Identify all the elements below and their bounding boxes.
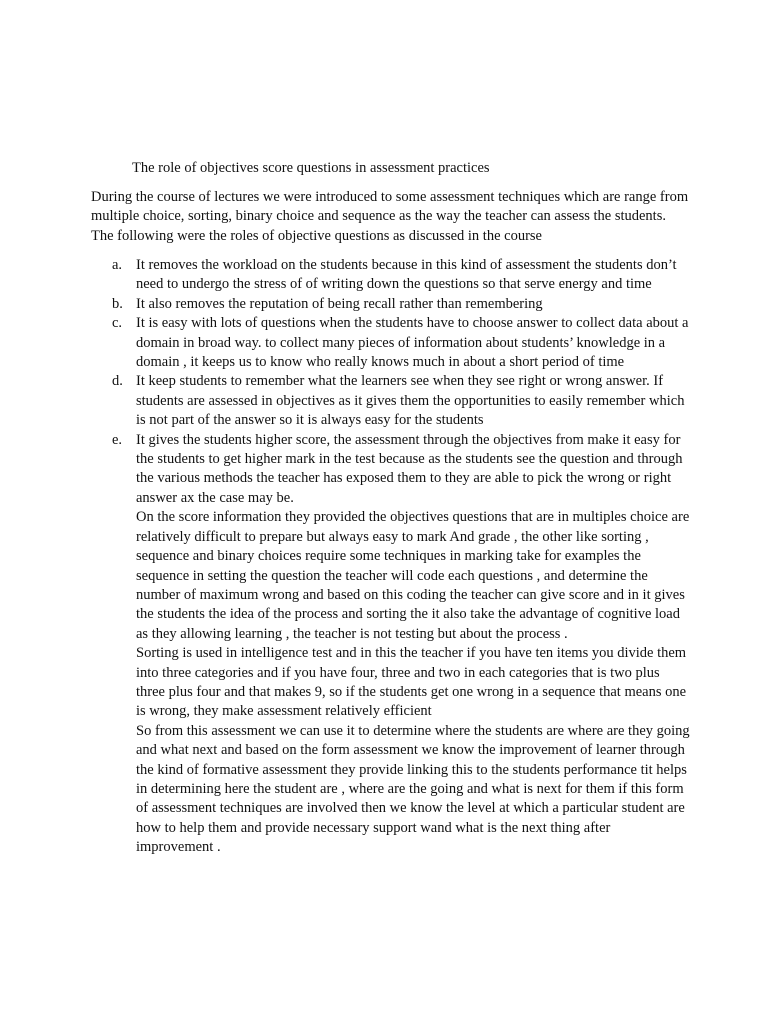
list-marker: a.	[112, 257, 123, 273]
list-item-text: It keep students to remember what the learners see when they see right or wrong answer. If students are assessed in objectives as it gives them the opportunities to easily remember which is not part of the answer so it is always easy for the students	[136, 373, 685, 429]
list-marker: e.	[112, 431, 123, 448]
list-item-text: It gives the students higher score, the assessment through the objectives from make it easy for the students to get higher mark in the test because as the students see the question and through the various methods the teacher has exposed them to they are able to pick the wrong or right answer ax the case may be.	[136, 431, 683, 506]
document-title: The role of objectives score questions in assessment practices	[132, 160, 490, 176]
continuation-paragraph-score-information: On the score information they provided the objectives questions that are in multiples choice are relatively difficult to prepare but always easy to mark And grade , the other like sorting , sequence and binary choices require some techniques in marking take for examples the sequence in setting the question the teacher will code each questions , and determine the number of maximum wrong and based on this coding the teacher can give score and in it gives the students the idea of the process and sorting the it also take the advantage of cognitive load as they allowing learning , the teacher is not testing but about the process .	[136, 509, 690, 642]
list-item	[91, 256, 691, 295]
list-marker: b.	[112, 295, 123, 312]
list-item-text: It also removes the reputation of being recall rather than remembering	[136, 295, 543, 312]
intro-paragraph: During the course of lectures we were introduced to some assessment techniques which are range from multiple choice, sorting, binary choice and sequence as the way the teacher can assess the students. The following were the roles of objective questions as discussed in the course	[91, 189, 689, 244]
list-item	[91, 295, 691, 314]
list-item-text: It is easy with lots of questions when the students have to choose answer to collect data about a domain in broad way. to collect many pieces of information about students’ knowledge in a domain , it keeps us to know who really knows much in about a short period of time	[136, 315, 689, 371]
list-item	[91, 431, 691, 858]
continuation-paragraph-sorting: Sorting is used in intelligence test and in this the teacher if you have ten items you divide them into three categories and if you have four, three and two in each categories that is two plus three plus four and that makes 9, so if the students get one wrong in a sequence that means one is wrong, they make assessment relatively efficient	[136, 645, 687, 720]
continuation-paragraph-conclusion: So from this assessment we can use it to determine where the students are where are they going and what next and based on the form assessment we know the improvement of learner through the kind of formative assessment they provide linking this to the students performance tit helps in determining here the student are , where are the going and what is next for them if this form of assessment techniques are involved then we know the level at which a particular student are how to help them and provide necessary support wand what is the next thing after improvement .	[136, 722, 690, 856]
list-item	[91, 314, 691, 372]
list-item-text: It removes the workload on the students because in this kind of assessment the students don’t need to undergo the stress of of writing down the questions so that serve energy and time	[136, 257, 677, 293]
roles-list	[91, 256, 691, 858]
list-marker: d.	[112, 373, 123, 390]
list-marker: c.	[112, 315, 123, 332]
list-item	[91, 372, 691, 430]
